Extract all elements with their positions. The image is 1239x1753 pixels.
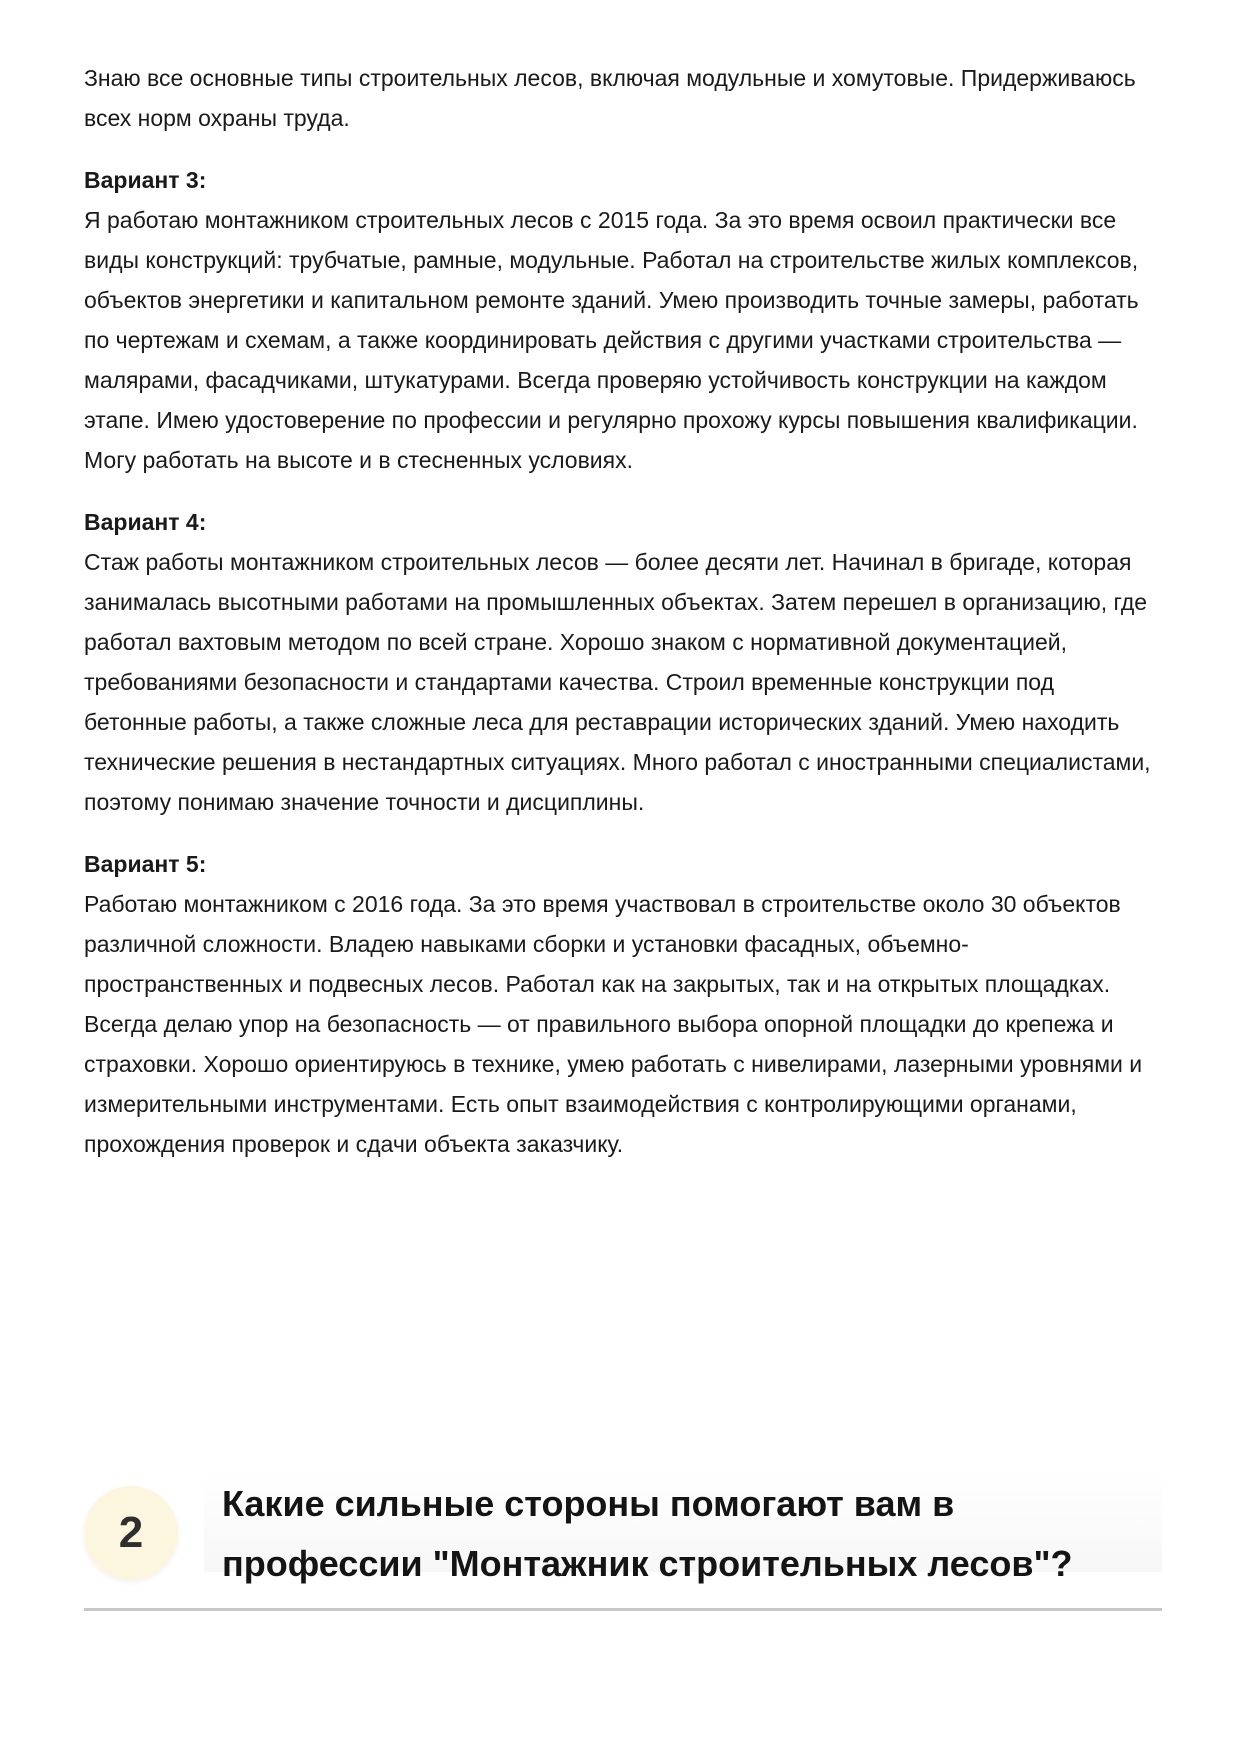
variant-text: Я работаю монтажником строительных лесов с 2015 года. За это время освоил практически все виды конструкций: трубчатые, рамные, модульные. Работал на строительстве жилых комплексов, объектов энергетики и капитальном ремонте зданий. Умею производить точные замеры, работать по чертежам и схемам, а также координировать действия с другими участками строительства — малярами, фасадчиками, штукатурами. Всегда проверяю устойчивость конструкции на каждом этапе. Имею удостоверение по профессии и регулярно прохожу курсы повышения квалификации. Могу работать на высоте и в стесненных условиях.: [84, 207, 1139, 473]
variant-title: Вариант 3:: [84, 167, 207, 193]
variant-block-5: [84, 844, 1162, 1164]
variant-title: Вариант 4:: [84, 509, 207, 535]
variant-block-4: [84, 502, 1162, 822]
variant-text: Стаж работы монтажником строительных лесов — более десяти лет. Начинал в бригаде, которая занималась высотными работами на промышленных объектах. Затем перешел в организацию, где работал вахтовым методом по всей стране. Хорошо знаком с нормативной документацией, требованиями безопасности и стандартами качества. Строил временные конструкции под бетонные работы, а также сложные леса для реставрации исторических зданий. Умею находить технические решения в нестандартных ситуациях. Много работал с иностранными специалистами, поэтому понимаю значение точности и дисциплины.: [84, 549, 1151, 815]
variant-text: Работаю монтажником с 2016 года. За это время участвовал в строительстве около 30 объектов различной сложности. Владею навыками сборки и установки фасадных, объемно-пространственных и подвесных лесов. Работал как на закрытых, так и на открытых площадках. Всегда делаю упор на безопасность — от правильного выбора опорной площадки до крепежа и страховки. Хорошо ориентируюсь в технике, умею работать с нивелирами, лазерными уровнями и измерительными инструментами. Есть опыт взаимодействия с контролирующими органами, прохождения проверок и сдачи объекта заказчику.: [84, 891, 1143, 1157]
variant-block-3: [84, 160, 1162, 480]
document-body: [84, 58, 1162, 1186]
question-number-badge: 2: [84, 1486, 178, 1580]
variant-title: Вариант 5:: [84, 851, 207, 877]
intro-paragraph: Знаю все основные типы строительных лесов, включая модульные и хомутовые. Придерживаюсь всех норм охраны труда.: [84, 65, 1136, 131]
question-title: Какие сильные стороны помогают вам в профессии "Монтажник строительных лесов"?: [222, 1483, 1073, 1584]
question-header: [84, 1472, 1162, 1611]
